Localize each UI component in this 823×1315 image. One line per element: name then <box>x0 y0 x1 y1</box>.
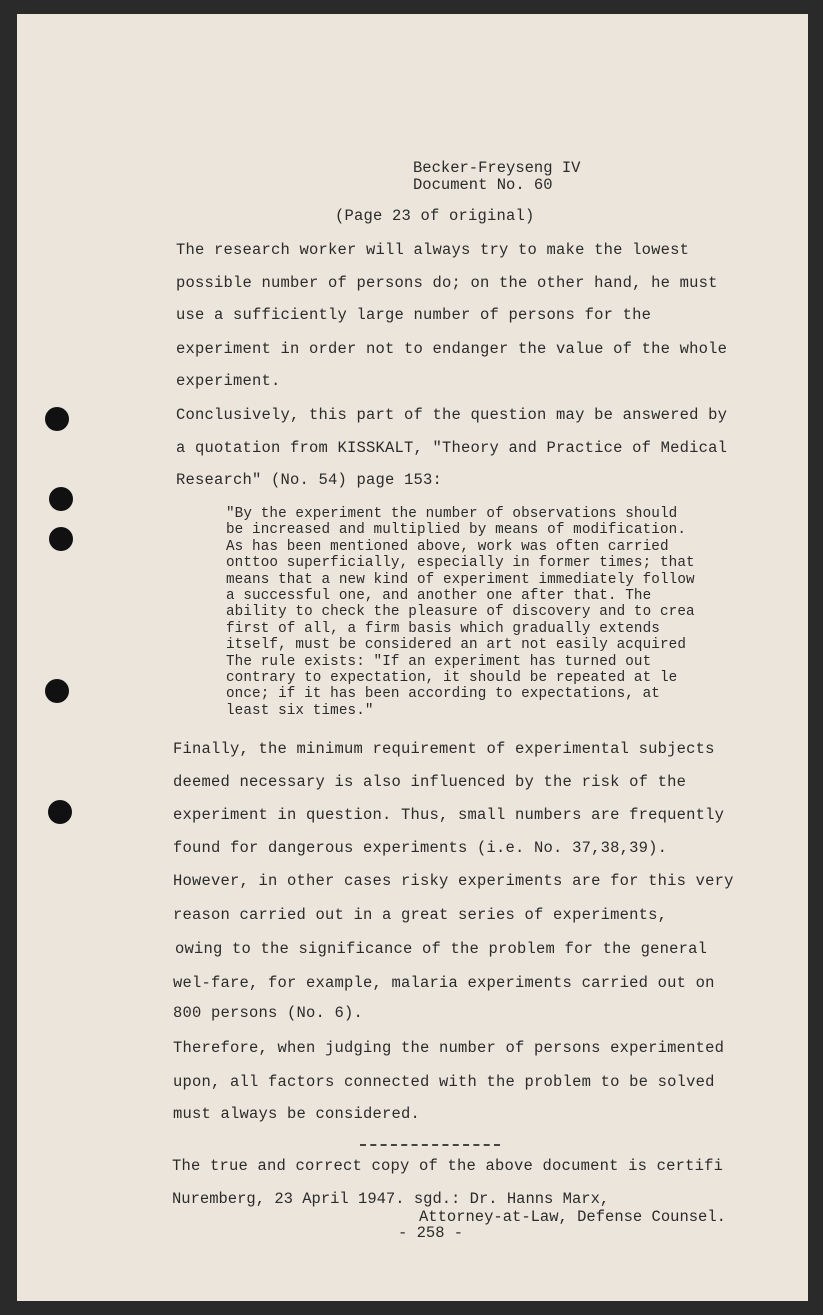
para3-line: experiment in question. Thus, small numbers are frequently <box>173 806 725 824</box>
signature-line-2: Attorney-at-Law, Defense Counsel. <box>419 1208 726 1226</box>
quote-line: contrary to expectation, it should be repeated at le <box>226 670 678 687</box>
quote-line: means that a new kind of experiment immediately follow <box>226 571 695 588</box>
para3-line: found for dangerous experiments (i.e. No. 37,38,39). <box>173 839 668 857</box>
punch-hole <box>45 679 69 703</box>
page-number: - 258 - <box>398 1224 464 1242</box>
quote-line: be increased and multiplied by means of modification. <box>226 522 687 539</box>
quote-line: "By the experiment the number of observations should <box>226 506 678 522</box>
para1-line: possible number of persons do; on the other hand, he must <box>176 274 718 292</box>
quote-line: itself, must be considered an art not easily acquired <box>226 637 687 654</box>
punch-hole <box>45 407 69 431</box>
quote-line: once; if it has been according to expectations, at <box>226 686 660 703</box>
para1-line: experiment. <box>176 372 281 390</box>
punch-hole <box>48 800 72 824</box>
para3-line: 800 persons (No. 6). <box>173 1004 364 1022</box>
punch-hole <box>49 487 73 511</box>
document-page <box>17 14 808 1301</box>
header-line-2: Document No. 60 <box>413 176 553 194</box>
para3-line: However, in other cases risky experiments are for this very <box>173 872 734 890</box>
para4-line: Therefore, when judging the number of persons experimented <box>173 1039 725 1057</box>
signature-block <box>172 1190 726 1226</box>
signature-line-1: Nuremberg, 23 April 1947. sgd.: Dr. Hanns Marx, <box>172 1190 610 1208</box>
document-header <box>413 160 580 194</box>
quote-line: least six times." <box>226 702 374 719</box>
para4-line: must always be considered. <box>173 1105 421 1123</box>
quote-line: a successful one, and another one after that. The <box>226 588 652 605</box>
para2-line: Research" (No. 54) page 153: <box>176 471 443 489</box>
para3-line: owing to the significance of the problem for the general <box>175 940 708 958</box>
header-line-1: Becker-Freyseng IV <box>413 159 581 177</box>
page-reference: (Page 23 of original) <box>335 207 535 225</box>
para3-line: wel-fare, for example, malaria experiments carried out on <box>173 974 715 992</box>
para1-line: use a sufficiently large number of persons for the <box>176 306 652 324</box>
para4-line: upon, all factors connected with the problem to be solved <box>173 1073 715 1091</box>
para1-line: experiment in order not to endanger the value of the whole <box>176 340 728 358</box>
separator-rule <box>360 1144 500 1146</box>
para3-line: reason carried out in a great series of experiments, <box>173 906 668 924</box>
punch-hole <box>49 527 73 551</box>
para3-line: deemed necessary is also influenced by the risk of the <box>173 773 687 791</box>
block-quote <box>226 506 695 719</box>
para1-line: The research worker will always try to make the lowest <box>176 241 690 259</box>
quote-line: onttoo superficially, especially in former times; that <box>226 555 695 572</box>
quote-line: As has been mentioned above, work was often carried <box>226 538 669 555</box>
quote-line: The rule exists: "If an experiment has turned out <box>226 653 652 670</box>
para2-line: Conclusively, this part of the question may be answered by <box>176 406 728 424</box>
para2-line: a quotation from KISSKALT, "Theory and Practice of Medical <box>176 439 728 457</box>
para3-line: Finally, the minimum requirement of experimental subjects <box>173 740 715 758</box>
quote-line: first of all, a firm basis which gradually extends <box>226 620 660 637</box>
quote-line: ability to check the pleasure of discovery and to crea <box>226 604 695 621</box>
certification-line: The true and correct copy of the above document is certifi <box>172 1157 724 1175</box>
